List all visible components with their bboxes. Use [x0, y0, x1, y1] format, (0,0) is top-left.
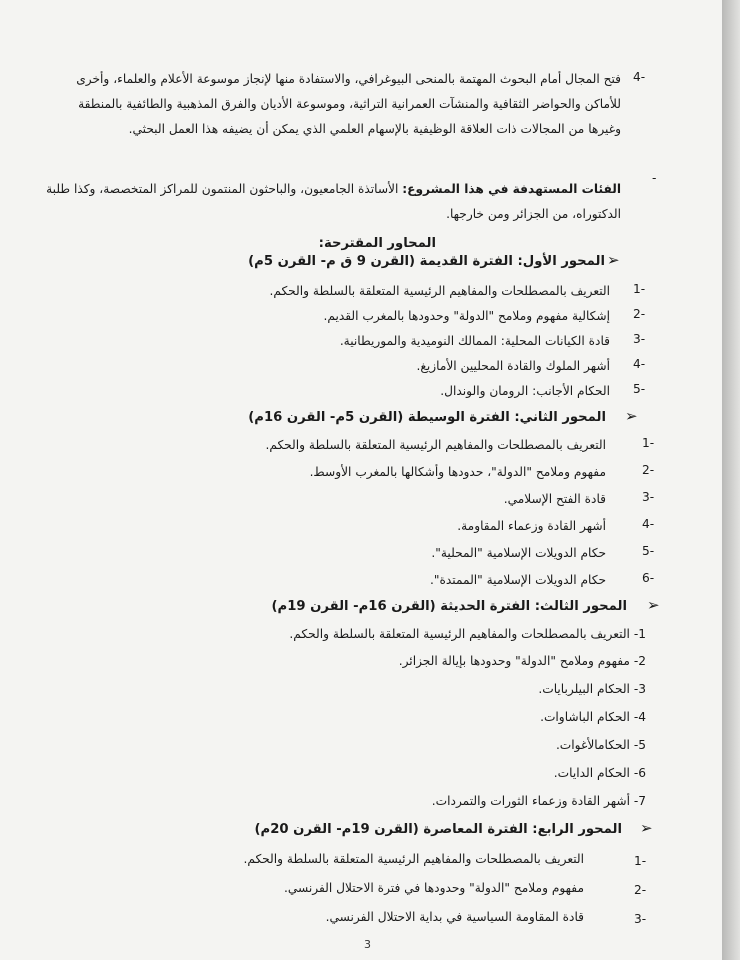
list-item — [538, 681, 646, 697]
axis3-title: المحور الثالث: الفترة الحديثة (القرن 16م- القرن 19م) — [271, 599, 627, 614]
arrow-icon: ➢ — [625, 407, 638, 425]
axis2-title: المحور الثاني: الفترة الوسيطة (القرن 5م- القرن 16م) — [248, 410, 606, 425]
item-number: 5- — [633, 382, 646, 396]
item-number: 3- — [642, 490, 655, 504]
item-number: 2- — [642, 463, 655, 477]
list-item: الحكام الأجانب: الرومان والوندال. — [440, 384, 610, 398]
page-number: 3 — [364, 938, 371, 951]
list-item — [556, 737, 646, 753]
item-number: 1- — [642, 436, 655, 450]
list-item — [289, 626, 646, 642]
item-number: 2- — [634, 883, 647, 897]
list-item — [554, 765, 646, 781]
target-text: الأساتذة الجامعيون، والباحثون المنتمون للمراكز المتخصصة، وكذا طلبة — [46, 182, 403, 196]
item-number: 6- — [642, 571, 655, 585]
item-number: 2- — [633, 654, 646, 668]
item-number: 1- — [634, 854, 647, 868]
item-number: 1- — [633, 282, 646, 296]
list-item — [432, 793, 646, 809]
item-text: الحكام الباشاوات. — [540, 710, 630, 724]
list-item: التعريف بالمصطلحات والمفاهيم الرئيسية المتعلقة بالسلطة والحكم. — [269, 284, 610, 298]
paragraph-line: للأماكن والحواضر الثقافية والمنشآت العمرانية التراثية، وموسوعة الأديان والفرق المذهبية والطائفية بالمنطقة — [78, 97, 621, 111]
list-item — [540, 709, 646, 725]
list-item: قادة الفتح الإسلامي. — [503, 492, 606, 506]
list-item: مفهوم وملامح "الدولة" وحدودها في فترة الاحتلال الفرنسي. — [283, 881, 584, 895]
axis4-title: المحور الرابع: الفترة المعاصرة (القرن 19م- القرن 20م) — [254, 822, 622, 837]
item-text: الحكامالأغوات. — [555, 738, 630, 752]
item-number: 3- — [633, 682, 646, 696]
item-number: 4- — [633, 710, 646, 724]
item-number: 3- — [634, 912, 647, 926]
list-item — [399, 653, 646, 669]
target-line-2: الدكتوراه، من الجزائر ومن خارجها. — [446, 207, 621, 221]
item-number: 1- — [633, 627, 646, 641]
item-number: 6- — [633, 766, 646, 780]
list-item: حكام الدويلات الإسلامية "المحلية". — [431, 546, 606, 560]
item-text: مفهوم وملامح "الدولة" وحدودها بإيالة الجزائر. — [398, 654, 630, 668]
item-text: أشهر القادة وزعماء الثورات والتمردات. — [431, 794, 630, 808]
list-item: أشهر القادة وزعماء المقاومة. — [457, 519, 606, 533]
item-number: 4- — [633, 70, 646, 84]
item-number: 5- — [642, 544, 655, 558]
item-number: 2- — [633, 307, 646, 321]
target-paragraph — [46, 181, 621, 197]
bullet-dash: - — [652, 171, 657, 185]
item-text: الحكام البيلربايات. — [538, 682, 630, 696]
axis1-title: المحور الأول: الفترة القديمة (القرن 9 ق م- القرن 5م) — [248, 254, 605, 269]
list-item: قادة المقاومة السياسية في بداية الاحتلال الفرنسي. — [325, 910, 584, 924]
item-number: 7- — [633, 794, 646, 808]
item-number: 5- — [633, 738, 646, 752]
list-item: حكام الدويلات الإسلامية "الممتدة". — [430, 573, 606, 587]
target-label: الفئات المستهدفة في هذا المشروع: — [402, 182, 621, 196]
list-item: التعريف بالمصطلحات والمفاهيم الرئيسية المتعلقة بالسلطة والحكم. — [265, 438, 606, 452]
page-edge-shadow — [722, 0, 740, 960]
axes-title: المحاور المقترحة: — [318, 236, 436, 251]
item-number: 4- — [642, 517, 655, 531]
arrow-icon: ➢ — [647, 596, 660, 614]
arrow-icon: ➢ — [640, 819, 653, 837]
item-text: الحكام الدايات. — [553, 766, 630, 780]
list-item: التعريف بالمصطلحات والمفاهيم الرئيسية المتعلقة بالسلطة والحكم. — [243, 852, 584, 866]
list-item: إشكالية مفهوم وملامح "الدولة" وحدودها بالمغرب القديم. — [323, 309, 610, 323]
item-number: 4- — [633, 357, 646, 371]
item-text: التعريف بالمصطلحات والمفاهيم الرئيسية المتعلقة بالسلطة والحكم. — [289, 627, 630, 641]
list-item: قادة الكيانات المحلية: الممالك النوميدية والموريطانية. — [339, 334, 610, 348]
list-item: أشهر الملوك والقادة المحليين الأمازيغ. — [416, 359, 610, 373]
list-item: مفهوم وملامح "الدولة"، حدودها وأشكالها بالمغرب الأوسط. — [309, 465, 606, 479]
arrow-icon: ➢ — [607, 251, 620, 269]
item-number: 3- — [633, 332, 646, 346]
paragraph-line: وغيرها من المجالات ذات العلاقة الوظيفية بالإسهام العلمي الذي يمكن أن يضيفه هذا العمل البحثي. — [128, 122, 621, 136]
paragraph-line: فتح المجال أمام البحوث المهتمة بالمنحى البيوغرافي، والاستفادة منها لإنجاز موسوعة الأعلام والعلماء، وأخرى — [76, 72, 621, 86]
